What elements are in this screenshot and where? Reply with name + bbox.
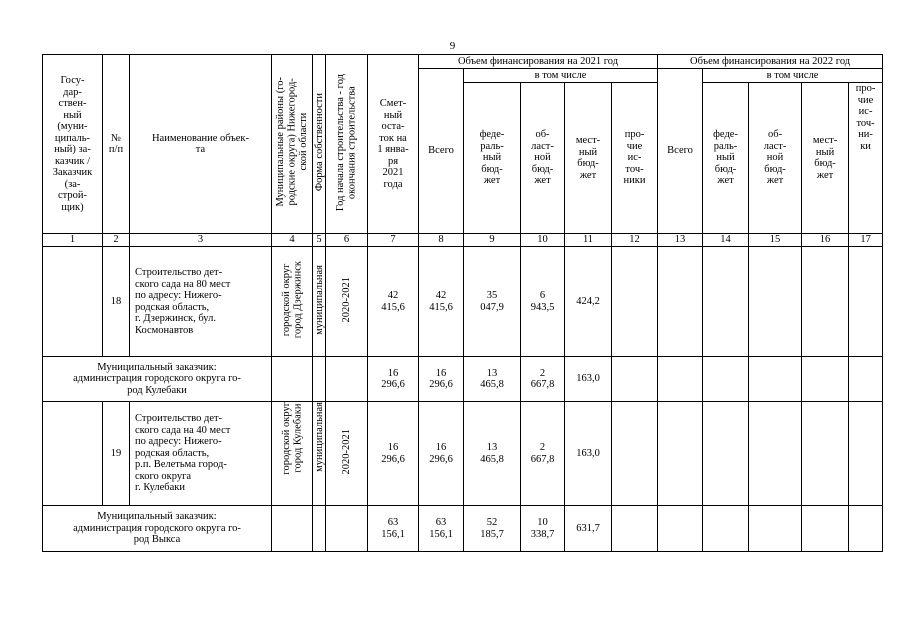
header-ownership: Форма собственности [314, 93, 325, 192]
header-financing-2021: Объем финансирования на 2021 год [419, 55, 658, 69]
header-financing-2022: Объем финансирования на 2022 год [658, 55, 883, 69]
regional-2022 [749, 402, 802, 506]
header-other-2022: про- чие ис- точ- ни- ки [849, 83, 883, 234]
column-number: 10 [521, 234, 565, 247]
header-years-cell [326, 55, 368, 234]
district: городской округ город Дзержинск [280, 261, 303, 339]
local-2021: 163,0 [565, 402, 612, 506]
summary-customer: Муниципальный заказчик: администрация городского округа го- род Выкса [43, 506, 272, 552]
district: городской округ город Кулебаки [280, 402, 303, 475]
header-number: № п/п [103, 55, 130, 234]
regional-2021: 2 667,8 [521, 357, 565, 402]
total-2022 [658, 402, 703, 506]
estimated-balance: 16 296,6 [368, 357, 419, 402]
header-estimated-balance: Смет- ный оста- ток на 1 янва- ря 2021 года [368, 55, 419, 234]
page-number: 9 [449, 40, 456, 52]
district-cell [272, 247, 313, 357]
regional-2021: 10 338,7 [521, 506, 565, 552]
column-number: 11 [565, 234, 612, 247]
local-2022 [802, 247, 849, 357]
years-cell [326, 247, 368, 357]
total-2021: 16 296,6 [419, 357, 464, 402]
ownership-cell [313, 402, 326, 506]
total-2021: 16 296,6 [419, 402, 464, 506]
header-other-2021: про- чие ис- точ- ники [612, 83, 658, 234]
local-2021: 631,7 [565, 506, 612, 552]
years-cell [326, 402, 368, 506]
district-cell [272, 357, 313, 402]
local-2022 [802, 402, 849, 506]
regional-2022 [749, 247, 802, 357]
ownership: муниципальная [314, 264, 325, 335]
ownership-cell [313, 357, 326, 402]
table-row [43, 247, 883, 357]
header-customer: Госу- дар- ствен- ный (муни- ципаль- ный) за- казчик / Заказчик (за- строй- щик) [43, 55, 103, 234]
summary-row [43, 357, 883, 402]
summary-row [43, 506, 883, 552]
other-2022 [849, 402, 883, 506]
federal-2021: 13 465,8 [464, 402, 521, 506]
header-total-2021: Всего [419, 69, 464, 234]
header-total-2022: Всего [658, 69, 703, 234]
column-number: 12 [612, 234, 658, 247]
years-cell [326, 357, 368, 402]
column-number: 4 [272, 234, 313, 247]
customer-cell [43, 247, 103, 357]
summary-customer: Муниципальный заказчик: администрация городского округа го- род Кулебаки [43, 357, 272, 402]
ownership-cell [313, 506, 326, 552]
local-2022 [802, 506, 849, 552]
total-2021: 42 415,6 [419, 247, 464, 357]
column-number: 14 [703, 234, 749, 247]
district-cell [272, 506, 313, 552]
header-district: Муниципальные районы (го- родские округа) Нижегород- ской области [274, 77, 309, 208]
header-local-2021: мест- ный бюд- жет [565, 83, 612, 234]
header-years: Год начала строительства - год окончания строительства [335, 73, 358, 211]
column-number: 6 [326, 234, 368, 247]
total-2022 [658, 357, 703, 402]
federal-2022 [703, 402, 749, 506]
row-number: 19 [103, 402, 130, 506]
total-2022 [658, 247, 703, 357]
header-federal-2021: феде- раль- ный бюд- жет [464, 83, 521, 234]
column-number: 13 [658, 234, 703, 247]
column-number: 8 [419, 234, 464, 247]
other-2021 [612, 247, 658, 357]
customer-cell [43, 402, 103, 506]
other-2021 [612, 357, 658, 402]
federal-2022 [703, 506, 749, 552]
federal-2022 [703, 357, 749, 402]
other-2022 [849, 357, 883, 402]
total-2022 [658, 506, 703, 552]
header-ownership-cell [313, 55, 326, 234]
federal-2021: 35 047,9 [464, 247, 521, 357]
total-2021: 63 156,1 [419, 506, 464, 552]
financing-table [42, 54, 883, 552]
years: 2020-2021 [340, 277, 352, 323]
header-federal-2022: феде- раль- ный бюд- жет [703, 83, 749, 234]
years: 2020-2021 [340, 429, 352, 475]
header-object-name: Наименование объек- та [130, 55, 272, 234]
column-number: 15 [749, 234, 802, 247]
estimated-balance: 16 296,6 [368, 402, 419, 506]
estimated-balance: 63 156,1 [368, 506, 419, 552]
district-cell [272, 402, 313, 506]
regional-2021: 6 943,5 [521, 247, 565, 357]
object-name: Строительство дет- ского сада на 40 мест по адресу: Нижего- родская область, р.п. Велетьма город- ского округа г. Кулебаки [130, 402, 272, 506]
column-number-row [43, 234, 883, 247]
federal-2021: 52 185,7 [464, 506, 521, 552]
header-including-2021: в том числе [464, 69, 658, 83]
column-number: 2 [103, 234, 130, 247]
column-number: 1 [43, 234, 103, 247]
local-2021: 163,0 [565, 357, 612, 402]
estimated-balance: 42 415,6 [368, 247, 419, 357]
other-2021 [612, 402, 658, 506]
header-local-2022: мест- ный бюд- жет [802, 83, 849, 234]
object-name: Строительство дет- ского сада на 80 мест по адресу: Нижего- родская область, г. Дзержинск, бул. Космонавтов [130, 247, 272, 357]
column-number: 3 [130, 234, 272, 247]
header-including-2022: в том числе [703, 69, 883, 83]
column-number: 7 [368, 234, 419, 247]
ownership-cell [313, 247, 326, 357]
local-2021: 424,2 [565, 247, 612, 357]
regional-2022 [749, 506, 802, 552]
regional-2022 [749, 357, 802, 402]
regional-2021: 2 667,8 [521, 402, 565, 506]
column-number: 5 [313, 234, 326, 247]
other-2022 [849, 247, 883, 357]
row-number: 18 [103, 247, 130, 357]
column-number: 16 [802, 234, 849, 247]
column-number: 17 [849, 234, 883, 247]
header-regional-2021: об- ласт- ной бюд- жет [521, 83, 565, 234]
other-2021 [612, 506, 658, 552]
ownership: муниципальная [314, 402, 325, 472]
column-number: 9 [464, 234, 521, 247]
header-district-cell [272, 55, 313, 234]
other-2022 [849, 506, 883, 552]
header-regional-2022: об- ласт- ной бюд- жет [749, 83, 802, 234]
years-cell [326, 506, 368, 552]
local-2022 [802, 357, 849, 402]
table-row [43, 402, 883, 506]
federal-2022 [703, 247, 749, 357]
federal-2021: 13 465,8 [464, 357, 521, 402]
